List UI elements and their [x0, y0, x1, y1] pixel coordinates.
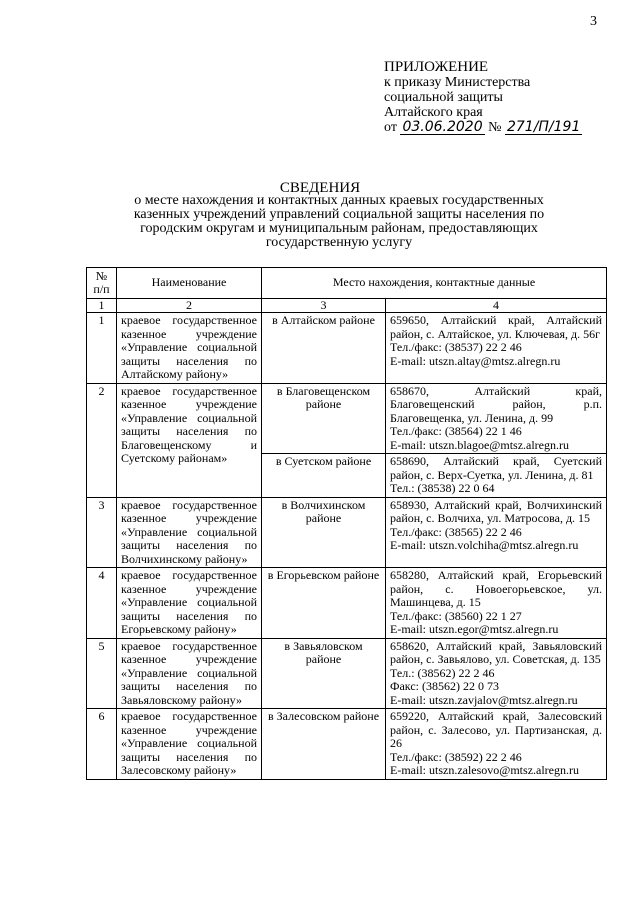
- phone: Тел./факс: (38564) 22 1 46: [390, 424, 522, 438]
- district: в Залесовском районе: [262, 709, 386, 780]
- table-row: [87, 313, 607, 384]
- page-number: 3: [590, 14, 597, 29]
- district: в Егорьевском районе: [262, 568, 386, 639]
- appendix-line-3: Алтайского края: [384, 105, 483, 120]
- row-number: 6: [87, 709, 117, 780]
- column-number-row: [87, 299, 607, 313]
- address: 658930, Алтайский край, Волчихинский район, с. Волчиха, ул. Матросова, д. 15: [390, 497, 603, 525]
- table-row: [87, 709, 607, 780]
- address: 659650, Алтайский край, Алтайский район, с. Алтайское, ул. Ключевая, д. 56г: [390, 313, 603, 341]
- institution-name: краевое государственное казенное учреждение «Управление социальной защиты населения по Егорьевскому району»: [117, 568, 262, 639]
- phone: Тел.: (38562) 22 2 46: [390, 665, 495, 680]
- appendix-heading: ПРИЛОЖЕНИЕ: [384, 59, 489, 75]
- row-number: 5: [87, 638, 117, 709]
- col-number: 1: [87, 299, 117, 313]
- email: E-mail: utszn.zavjalov@mtsz.alregn.ru: [390, 692, 578, 707]
- table-row: [87, 638, 607, 709]
- table-row: [87, 568, 607, 639]
- email: E-mail: utszn.egor@mtsz.alregn.ru: [390, 622, 559, 636]
- institution-name: краевое государственное казенное учреждение «Управление социальной защиты населения по Залесовскому району»: [117, 709, 262, 780]
- document-subtitle: о месте нахождения и контактных данных краевых государственных казенных учреждений управлений социальной защиты населения по городским округам и муниципальным районам, предоставляющих государственную услугу: [133, 193, 545, 250]
- appendix-line-1: к приказу Министерства: [384, 75, 531, 90]
- email: E-mail: utszn.blagoe@mtsz.alregn.ru: [390, 437, 569, 452]
- email: E-mail: utszn.volchiha@mtsz.alregn.ru: [390, 538, 579, 552]
- table-row: [87, 497, 607, 568]
- row-number: 2: [87, 383, 117, 497]
- district: в Волчихинском районе: [262, 497, 386, 568]
- institutions-table: [86, 267, 607, 780]
- district: в Завьяловском районе: [262, 638, 386, 709]
- table-row: [87, 383, 607, 454]
- contact-info: [386, 638, 607, 709]
- phone: Тел./факс: (38537) 22 2 46: [390, 340, 522, 354]
- email: E-mail: utszn.zalesovo@mtsz.alregn.ru: [390, 763, 579, 777]
- phone: Тел./факс: (38560) 22 1 27: [390, 608, 522, 623]
- row-number: 3: [87, 497, 117, 568]
- appendix-block: [384, 60, 624, 135]
- contact-info: [386, 454, 607, 498]
- institution-name: краевое государственное казенное учреждение «Управление социальной защиты населения по Волчихинскому району»: [117, 497, 262, 568]
- phone: Тел./факс: (38592) 22 2 46: [390, 749, 522, 764]
- address: 658690, Алтайский край, Суетский район, с. Верх-Суетка, ул. Ленина, д. 81: [390, 454, 603, 482]
- district: в Благовещенском районе: [262, 383, 386, 454]
- institution-name: краевое государственное казенное учреждение «Управление социальной защиты населения по Алтайскому району»: [117, 313, 262, 384]
- col-number: 2: [117, 299, 262, 313]
- handwritten-date: 03.06.2020: [402, 119, 483, 135]
- header-name: Наименование: [117, 268, 262, 299]
- header-num: № п/п: [87, 268, 117, 299]
- row-number: 4: [87, 568, 117, 639]
- appendix-date-number: [384, 120, 624, 135]
- contact-info: [386, 568, 607, 639]
- col-number: 3: [262, 299, 386, 313]
- document-title: СВЕДЕНИЯ: [279, 180, 361, 196]
- address: 658620, Алтайский край, Завьяловский район, с. Завьялово, ул. Советская, д. 135: [390, 638, 603, 666]
- row-number: 1: [87, 313, 117, 384]
- contact-info: [386, 709, 607, 780]
- number-prefix: №: [488, 120, 502, 135]
- fax: Факс: (38562) 22 0 73: [390, 679, 499, 693]
- institution-name: краевое государственное казенное учреждение «Управление социальной защиты населения по Завьяловскому району»: [117, 638, 262, 709]
- table-header-row: [87, 268, 607, 299]
- col-number: 4: [386, 299, 607, 313]
- address: 658280, Алтайский край, Егорьевский район, с. Новоегорьевское, ул. Машинцева, д. 15: [390, 568, 603, 609]
- from-prefix: от: [384, 120, 397, 135]
- handwritten-number: 271/П/191: [506, 119, 581, 135]
- district: в Алтайском районе: [262, 313, 386, 384]
- contact-info: [386, 497, 607, 568]
- institution-name: краевое государственное казенное учреждение «Управление социальной защиты населения по Благовещенскому и Суетскому районам»: [117, 383, 262, 497]
- appendix-line-2: социальной защиты: [384, 90, 503, 105]
- phone: Тел./факс: (38565) 22 2 46: [390, 524, 522, 539]
- phone: Тел.: (38538) 22 0 64: [390, 481, 495, 495]
- contact-info: [386, 383, 607, 454]
- district: в Суетском районе: [262, 454, 386, 498]
- email: E-mail: utszn.altay@mtsz.alregn.ru: [390, 353, 561, 368]
- address: 659220, Алтайский край, Залесовский район, с. Залесово, ул. Партизанская, д. 26: [390, 709, 603, 750]
- header-location: Место нахождения, контактные данные: [262, 268, 607, 299]
- contact-info: [386, 313, 607, 384]
- address: 658670, Алтайский край, Благовещенский район, р.п. Благовещенка, ул. Ленина, д. 99: [390, 383, 603, 425]
